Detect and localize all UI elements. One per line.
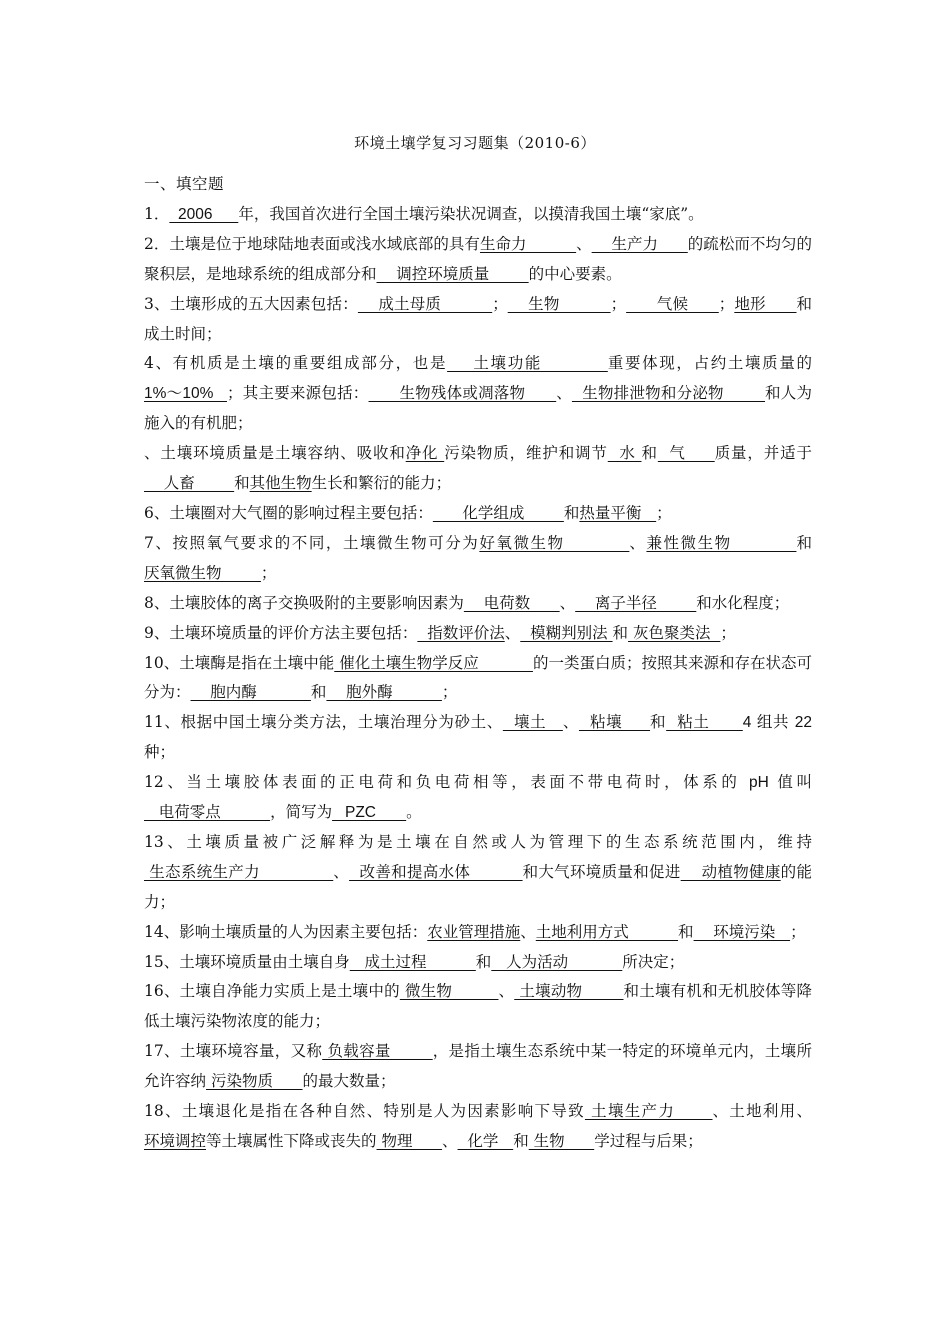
question-text: 学过程与后果； xyxy=(594,1132,703,1150)
question-text: 污染物质，维护和调节 xyxy=(444,444,608,463)
question-text: pH xyxy=(749,774,769,792)
answer-blank: 厌氧微生物 xyxy=(144,563,261,582)
question-text: 13、土壤质量被广泛解释为是土壤在自然或人为管理下的生态系统范围内，维持 xyxy=(144,832,812,851)
answer-blank: 气候 xyxy=(626,294,719,313)
question-text: 、 xyxy=(504,623,521,642)
question-item xyxy=(144,499,812,529)
question-text: 10、土壤酶是指在土壤中能 xyxy=(144,653,335,672)
answer-blank: 改善和提高水体 xyxy=(349,862,523,881)
answer-blank: 壤土 xyxy=(502,713,563,732)
question-text: 和 xyxy=(678,922,694,941)
question-text: 18、土壤退化是指在各种自然、特别是人为因素影响下导致 xyxy=(144,1102,585,1121)
answer-blank: 催化土壤生物学反应 xyxy=(334,653,533,672)
question-text: 8、土壤胶体的离子交换吸附的主要影响因素为 xyxy=(144,593,464,612)
answer-blank: 动植物健康 xyxy=(680,862,781,881)
question-text: ；其主要来源包括： xyxy=(226,384,369,403)
question-text: 和成土时间； xyxy=(144,294,813,343)
question-text: ； xyxy=(790,922,806,941)
answer-blank: 生物排泄物和分泌物 xyxy=(571,384,765,403)
answer-blank: 污染物质 xyxy=(206,1072,303,1091)
question-text: 4、有机质是土壤的重要组成部分，也是 xyxy=(144,354,448,373)
question-text: 9、土壤环境质量的评价方法主要包括： xyxy=(144,623,418,642)
question-text: 和 xyxy=(513,1132,529,1150)
answer-blank: 环境调控 xyxy=(144,1132,207,1150)
answer-blank: 土地利用方式 xyxy=(535,922,679,941)
answer-blank: 好氧微生物 xyxy=(479,533,630,552)
answer-blank: 生物 xyxy=(507,294,611,313)
answer-blank: 化学 xyxy=(457,1132,514,1150)
question-text: 值叫 xyxy=(768,773,812,792)
answer-blank: 土壤生产力 xyxy=(584,1102,713,1121)
answer-blank: PZC xyxy=(332,804,407,822)
answer-blank: 负载容量 xyxy=(322,1042,433,1061)
question-text: 12、当土壤胶体表面的正电荷和负电荷相等，表面不带电荷时，体系的 xyxy=(144,773,750,792)
question-text: 22 xyxy=(794,714,812,732)
question-item xyxy=(144,230,812,290)
answer-blank: 离子半径 xyxy=(575,593,697,612)
answer-blank: 1%～10% xyxy=(144,385,227,403)
answer-blank: 其他生物 xyxy=(249,474,312,493)
question-text: 15、土壤环境质量由土壤自身 xyxy=(144,952,350,971)
question-text: 16、土壤自净能力实质上是土壤中的 xyxy=(144,982,400,1001)
question-text: ； xyxy=(441,683,458,702)
question-text: 的一类蛋白质；按照其来源和存在状态可分为： xyxy=(144,653,812,702)
answer-blank: 人畜 xyxy=(144,474,235,493)
question-item xyxy=(144,349,812,439)
question-text: 14、影响土壤质量的人为因素主要包括： xyxy=(144,922,428,941)
question-text: 等土壤属性下降或丧失的 xyxy=(206,1132,377,1150)
question-text: 组共 xyxy=(751,713,795,732)
answer-blank: 粘土 xyxy=(666,713,743,732)
question-text: 、 xyxy=(629,533,647,552)
answer-blank: 物理 xyxy=(376,1132,443,1150)
answer-blank: 胞外酶 xyxy=(326,683,442,702)
question-text: 、 xyxy=(498,982,515,1001)
question-text: 和土壤有机和无机胶体等降低土壤污染物浓度的能力； xyxy=(144,982,812,1031)
question-text: ； xyxy=(260,563,277,582)
question-text: 和大气环境质量和促进 xyxy=(522,862,681,881)
question-text: 种； xyxy=(144,743,176,762)
question-text: 3、土壤形成的五大因素包括： xyxy=(144,294,358,313)
question-list xyxy=(144,200,812,1157)
question-text: 6、土壤圈对大气圈的影响过程主要包括： xyxy=(144,503,433,522)
answer-blank: 净化 xyxy=(405,444,445,463)
question-text: 7、按照氧气要求的不同，土壤微生物可分为 xyxy=(144,533,480,552)
answer-blank: 模糊判别法 xyxy=(520,623,613,642)
question-text: 重要体现，占约土壤质量的 xyxy=(607,354,812,373)
document-title: 环境土壤学复习习题集（2010-6） xyxy=(354,134,596,152)
answer-blank: 地形 xyxy=(734,294,797,313)
answer-blank: 2006 xyxy=(169,205,239,223)
answer-blank: 调控环境质量 xyxy=(376,264,529,283)
question-text: ，简写为 xyxy=(270,803,333,822)
question-text: 、 xyxy=(442,1132,458,1150)
question-text: 和 xyxy=(310,683,327,702)
answer-blank: 胞内酶 xyxy=(190,683,311,702)
answer-blank: 生产力 xyxy=(591,234,688,253)
answer-blank: 粘壤 xyxy=(578,713,651,732)
answer-blank: 电荷数 xyxy=(463,593,560,612)
question-item xyxy=(144,1037,812,1097)
answer-blank: 水 xyxy=(607,444,642,463)
question-text: 和 xyxy=(563,503,580,522)
answer-blank: 气 xyxy=(657,444,715,463)
question-text: 和 xyxy=(796,533,812,552)
question-item xyxy=(144,828,812,918)
question-text: ，是指土壤生态系统中某一特定的环境单元内，土壤所允许容纳 xyxy=(144,1042,812,1091)
question-text: 、 xyxy=(559,593,576,612)
document-body xyxy=(144,170,812,1157)
question-text: 年，我国首次进行全国土壤污染状况调查，以摸清我国土壤“家底”。 xyxy=(238,204,704,223)
answer-blank: 成土过程 xyxy=(349,952,476,971)
question-item xyxy=(144,918,812,948)
question-text: ； xyxy=(718,294,735,313)
question-text: 和水化程度； xyxy=(696,593,790,612)
answer-blank: 土壤功能 xyxy=(447,354,608,373)
question-item xyxy=(144,200,812,230)
answer-blank: 土壤动物 xyxy=(514,982,624,1001)
question-text: 和 xyxy=(612,623,629,642)
question-item xyxy=(144,948,812,978)
question-text: 、 xyxy=(556,384,572,403)
question-text: 的能力； xyxy=(144,862,812,911)
question-text: 11、根据中国土壤分类方法，土壤治理分为砂土、 xyxy=(144,713,503,732)
question-item xyxy=(144,619,812,649)
question-text: 1． xyxy=(144,204,170,223)
question-text: 的疏松而不均匀的聚积层，是地球系统的组成部分和 xyxy=(144,234,812,283)
question-item xyxy=(144,708,812,768)
question-text: 和 xyxy=(641,444,658,463)
answer-blank: 农业管理措施 xyxy=(427,922,521,941)
answer-blank: 生态系统生产力 xyxy=(144,862,334,881)
answer-blank: 人为活动 xyxy=(491,952,623,971)
question-item xyxy=(144,589,812,619)
question-text: ； xyxy=(656,503,672,522)
answer-blank: 环境污染 xyxy=(693,922,791,941)
answer-blank: 生物 xyxy=(528,1132,595,1150)
question-text: 、 xyxy=(562,713,579,732)
question-text: 生长和繁衍的能力； xyxy=(311,474,452,493)
question-text: 、 xyxy=(576,234,592,253)
question-text: 4 xyxy=(742,714,752,732)
question-text: 和人为施入的有机肥； xyxy=(144,384,812,433)
question-text: 和 xyxy=(234,474,250,493)
question-text: 、 xyxy=(333,862,350,881)
question-text: 17、土壤环境容量，又称 xyxy=(144,1042,323,1061)
question-text: 和 xyxy=(475,952,492,971)
question-item xyxy=(144,977,812,1037)
question-text: 。 xyxy=(406,803,422,822)
question-item xyxy=(144,768,812,828)
answer-blank: 生物残体或凋落物 xyxy=(368,384,557,403)
question-item xyxy=(144,649,812,709)
answer-blank: 电荷零点 xyxy=(144,803,271,822)
question-item xyxy=(144,290,812,350)
question-text: 、土壤环境质量是土壤容纳、吸收和 xyxy=(144,444,406,463)
question-item xyxy=(144,439,812,499)
answer-blank: 兼性微生物 xyxy=(646,533,797,552)
answer-blank: 指数评价法 xyxy=(417,623,505,642)
answer-blank: 成土母质 xyxy=(357,294,493,313)
question-text: 2．土壤是位于地球陆地表面或浅水域底部的具有 xyxy=(144,234,480,253)
question-text: 所决定； xyxy=(622,952,685,971)
question-text: ； xyxy=(492,294,508,313)
question-item xyxy=(144,1097,812,1157)
question-text: 的中心要素。 xyxy=(528,264,622,283)
question-text: 、土地利用、 xyxy=(712,1102,812,1121)
question-text: 的最大数量； xyxy=(302,1072,396,1091)
question-text: 质量，并适于 xyxy=(714,444,812,463)
question-text: ； xyxy=(610,294,627,313)
answer-blank: 灰色聚类法 xyxy=(628,623,721,642)
answer-blank: 化学组成 xyxy=(432,503,564,522)
section-heading: 一、填空题 xyxy=(144,175,225,193)
question-text: 和 xyxy=(650,713,667,732)
question-text: 、 xyxy=(520,922,536,941)
question-item xyxy=(144,529,812,589)
answer-blank: 热量平衡 xyxy=(579,503,657,522)
question-text: ； xyxy=(720,623,736,642)
answer-blank: 生命力 xyxy=(479,234,577,253)
answer-blank: 微生物 xyxy=(399,982,499,1001)
